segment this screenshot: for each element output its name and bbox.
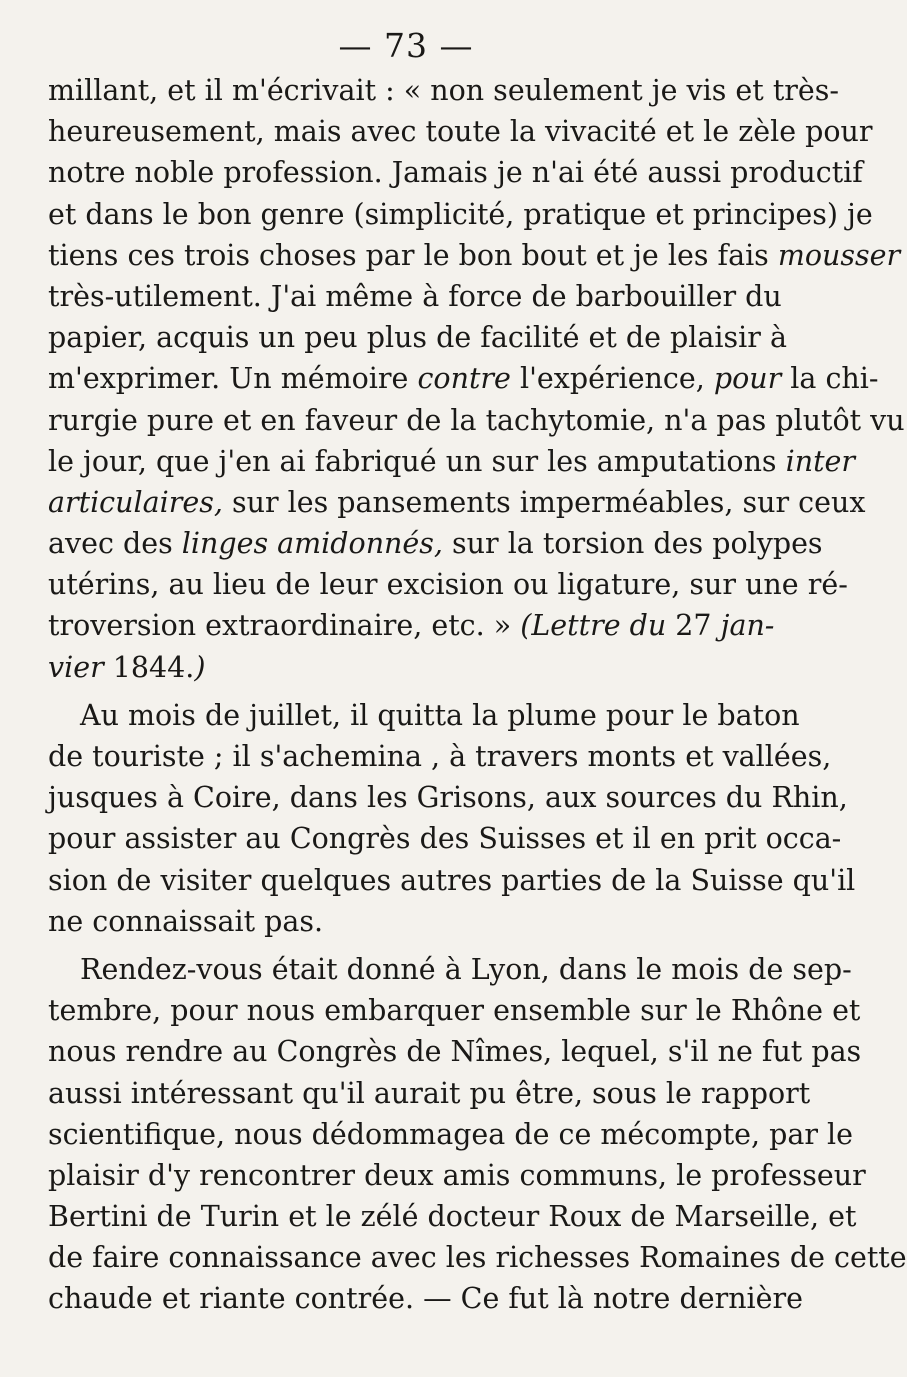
paragraph (48, 949, 907, 1320)
text-line (48, 949, 852, 990)
text-line (48, 1278, 804, 1319)
text-line (48, 482, 866, 523)
text-line (48, 564, 848, 605)
text-segment: sur la torsion des polypes (442, 527, 823, 561)
text-segment: le jour, que j'en ai fabriqué un sur les amputations (48, 444, 786, 478)
paragraph-gap (48, 942, 764, 949)
text-line (48, 1114, 854, 1155)
italic-text: linges amidonnés, (181, 527, 443, 561)
text-segment: papier, acquis un peu plus de facilité et de plaisir à (48, 321, 787, 355)
text-segment: rurgie pure et en faveur de la tachytomie, n'a pas plutôt vu (48, 403, 905, 437)
text-segment: scientifique, nous dédommagea de ce mécompte, par le (48, 1117, 854, 1151)
text-segment: la chi- (781, 362, 879, 396)
text-segment: heureusement, mais avec toute la vivacité et le zèle pour (48, 115, 873, 149)
text-line (48, 276, 782, 317)
text-segment: millant, et il m'écrivait : « non seulement je vis et très- (48, 74, 840, 107)
body-text (48, 70, 907, 1320)
paragraph (48, 695, 856, 942)
text-line (48, 695, 800, 736)
text-line (48, 605, 775, 646)
text-segment: aussi intéressant qu'il aurait pu être, sous le rapport (48, 1076, 811, 1110)
text-line (48, 523, 823, 564)
text-segment: utérins, au lieu de leur excision ou ligature, sur une ré- (48, 568, 848, 602)
text-segment: chaude et riante contrée. — Ce fut là notre dernière (48, 1282, 804, 1316)
text-line (48, 901, 764, 942)
text-line (48, 152, 863, 193)
text-line (48, 1155, 866, 1196)
text-line (48, 1073, 811, 1114)
text-segment: de touriste ; il s'achemina , à travers monts et vallées, (48, 740, 832, 773)
text-line (48, 860, 856, 901)
text-line (48, 647, 764, 688)
text-line (48, 358, 879, 399)
text-segment: troversion extraordinaire, etc. » (48, 609, 521, 643)
text-line (48, 777, 848, 818)
text-segment: ne connaissait pas. (48, 904, 324, 938)
text-segment: 27 (666, 609, 721, 643)
text-line (48, 1237, 907, 1278)
italic-text: ) (194, 650, 206, 684)
page-number: — 73 — (338, 26, 474, 65)
text-segment: nous rendre au Congrès de Nîmes, lequel, s'il ne fut pas (48, 1035, 862, 1069)
text-line (48, 317, 787, 358)
paragraph-gap (48, 688, 764, 695)
text-segment: pour assister au Congrès des Suisses et il en prit occa- (48, 822, 842, 856)
text-segment: Rendez-vous était donné à Lyon, dans le mois de sep- (80, 952, 852, 986)
text-line (48, 400, 905, 441)
italic-text: inter (785, 444, 856, 478)
text-segment: avec des (48, 527, 182, 561)
text-line (48, 70, 840, 111)
text-line (48, 111, 873, 152)
text-line (48, 990, 861, 1031)
text-segment: tiens ces trois choses par le bon bout et je les fais (48, 238, 778, 272)
paragraph (48, 70, 905, 688)
text-segment: plaisir d'y rencontrer deux amis communs, le professeur (48, 1158, 866, 1192)
text-segment: 1844. (103, 650, 195, 684)
text-segment: m'exprimer. Un mémoire (48, 362, 418, 396)
text-line (48, 1031, 862, 1072)
text-segment: l'expérience, (510, 362, 714, 396)
italic-text: articulaires, (48, 485, 223, 519)
text-segment: notre noble profession. Jamais je n'ai été aussi productif (48, 156, 863, 190)
text-line (48, 736, 832, 777)
text-line (48, 1196, 857, 1237)
text-line (48, 441, 856, 482)
text-segment: et dans le bon genre (simplicité, pratique et principes) je (48, 197, 873, 231)
italic-text: jan- (720, 609, 775, 643)
text-segment: Bertini de Turin et le zélé docteur Roux de Marseille, et (48, 1200, 857, 1234)
text-segment: très-utilement. J'ai même à force de barbouiller du (48, 279, 782, 313)
italic-text: mousser (777, 238, 901, 272)
text-line (48, 235, 901, 276)
text-segment: Au mois de juillet, il quitta la plume pour le baton (80, 698, 800, 732)
text-segment: tembre, pour nous embarquer ensemble sur le Rhône et (48, 994, 861, 1028)
text-segment: de faire connaissance avec les richesses Romaines de cette (48, 1241, 907, 1275)
text-segment: sion de visiter quelques autres parties de la Suisse qu'il (48, 863, 856, 897)
italic-text: vier (48, 650, 104, 684)
text-line (48, 818, 842, 859)
text-segment: sur les pansements imperméables, sur ceux (222, 485, 866, 519)
italic-text: pour (713, 362, 782, 396)
italic-text: contre (417, 362, 511, 396)
text-segment: jusques à Coire, dans les Grisons, aux sources du Rhin, (48, 781, 848, 815)
text-line (48, 194, 873, 235)
italic-text: (Lettre du (520, 609, 667, 643)
